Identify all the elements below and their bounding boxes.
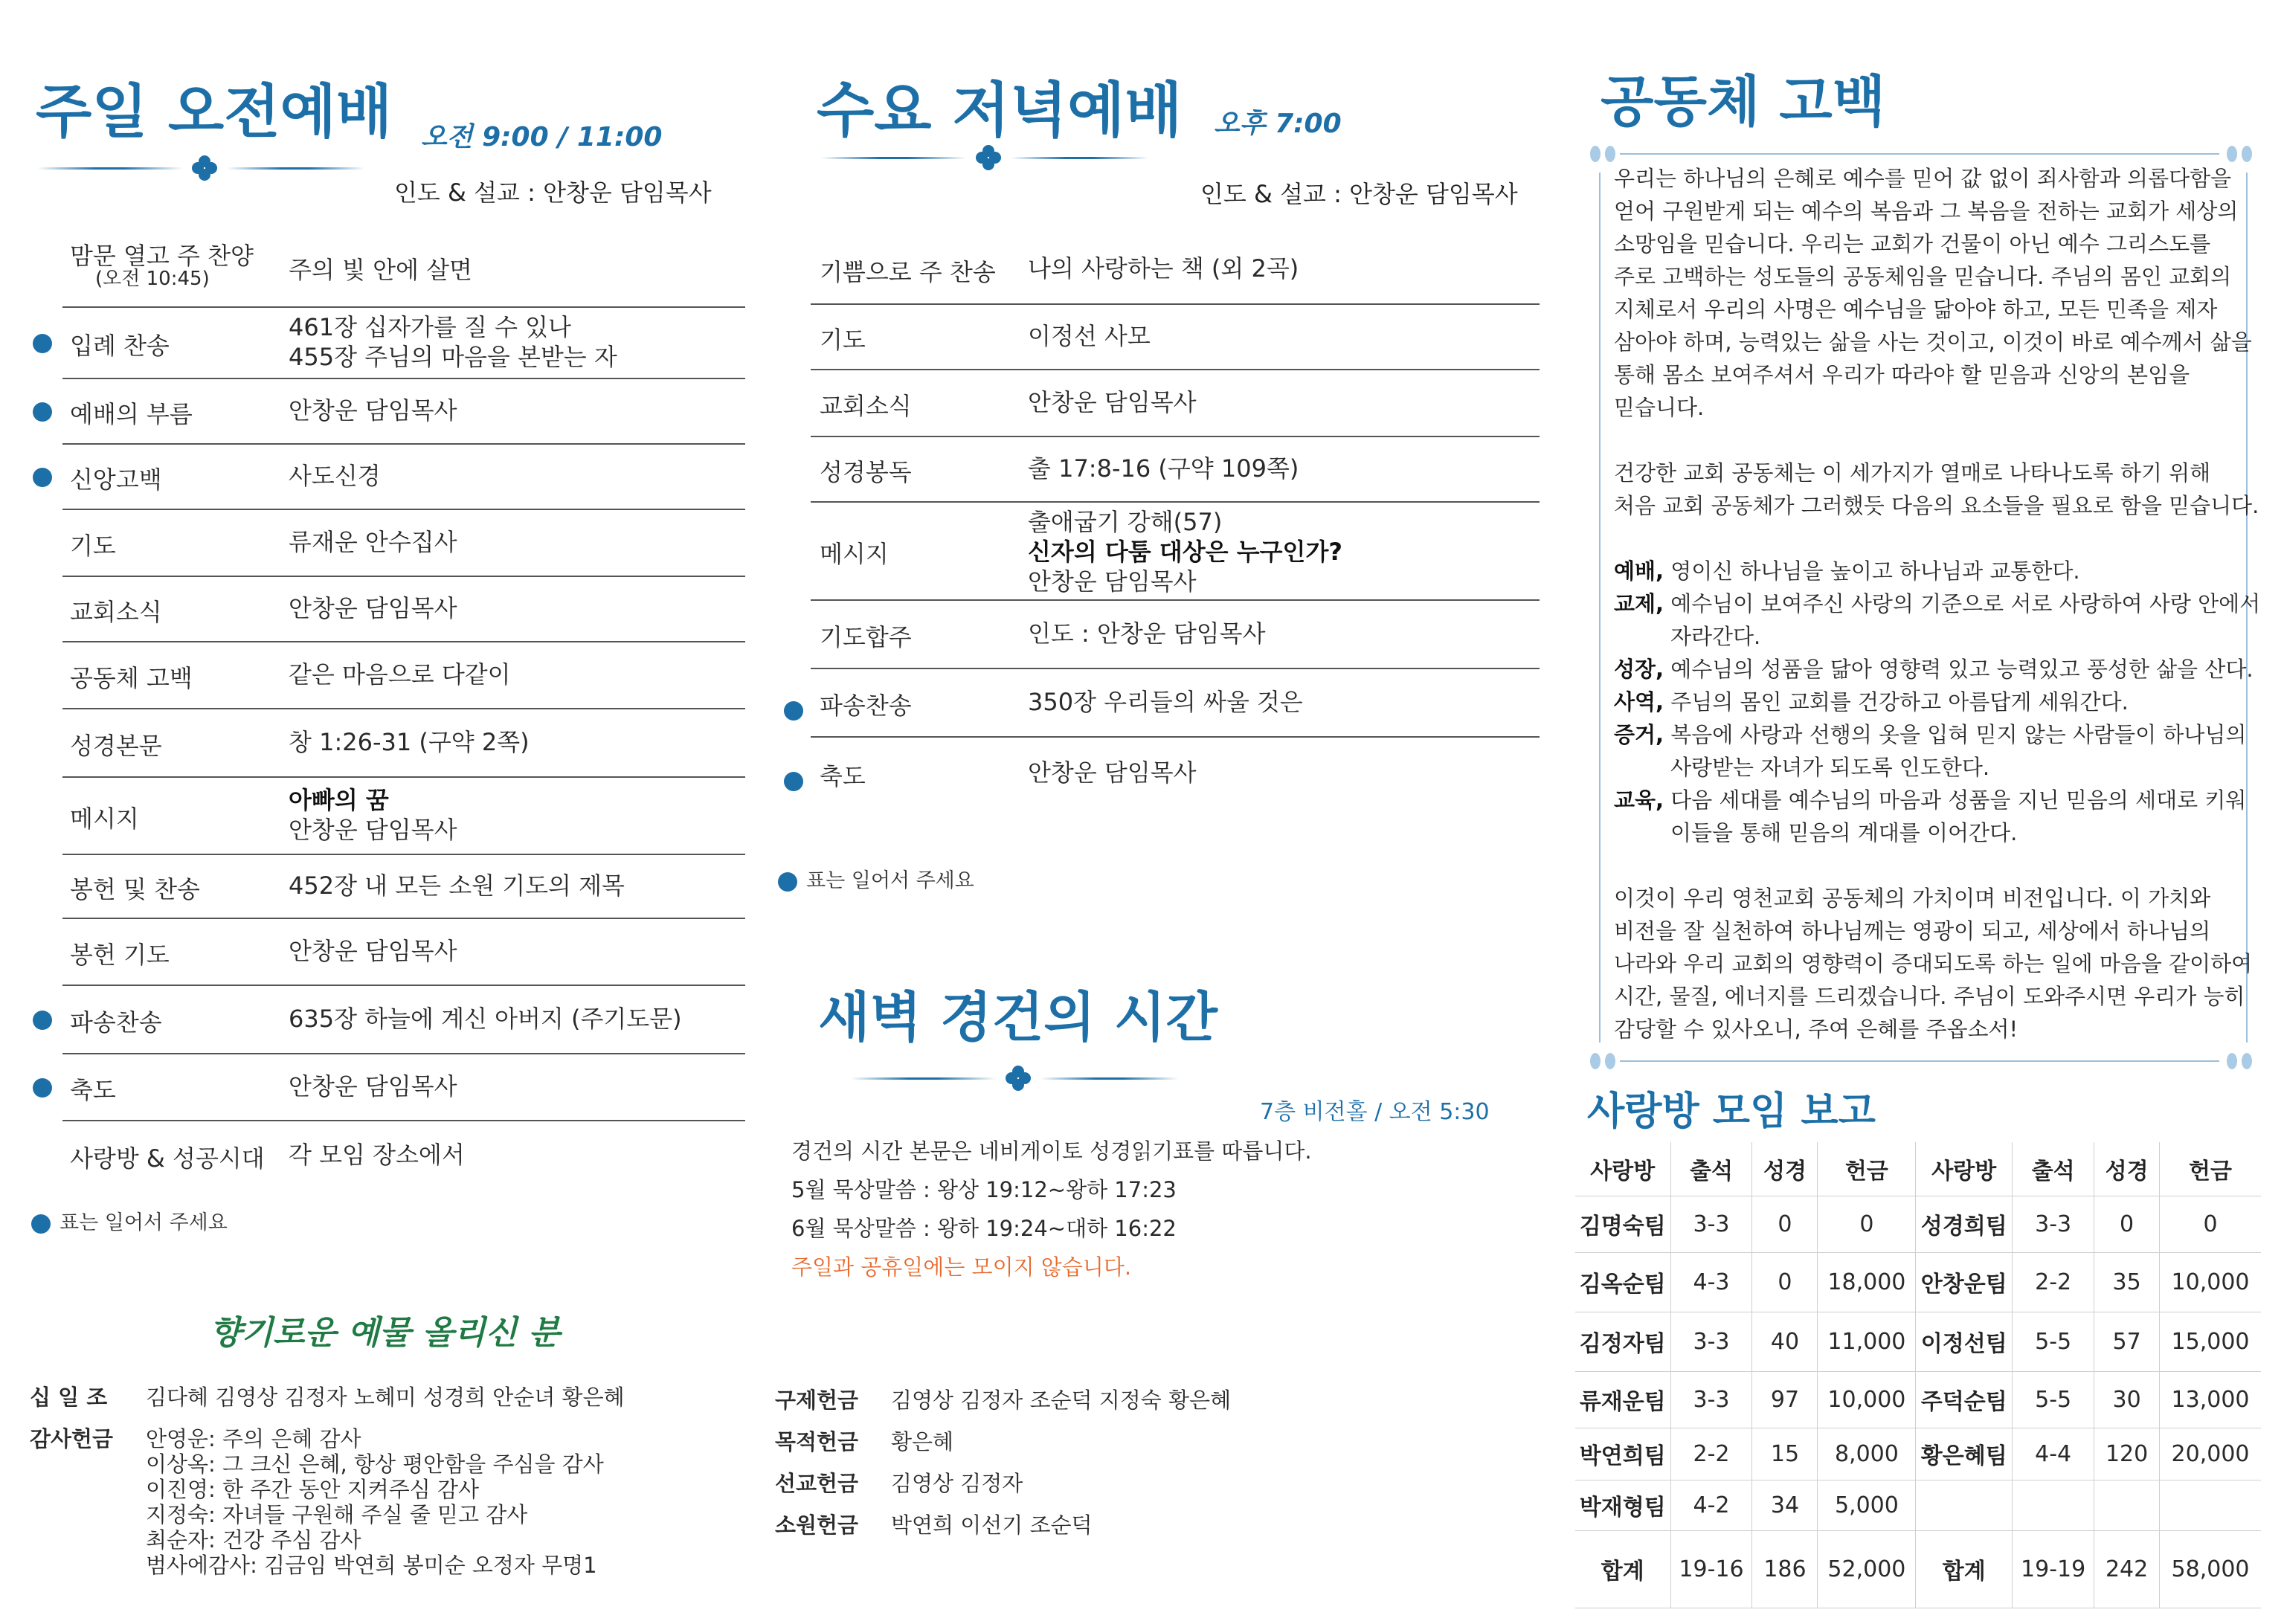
order-row [62,235,745,308]
report-cell: 52,000 [1818,1530,1916,1608]
bullet-icon [33,468,52,487]
order-label: 메시지 [820,540,889,568]
order-label: 기도 [820,326,866,354]
offering-right [775,1388,1519,1566]
report-title: 사랑방 모임 보고 [1587,1089,1876,1134]
confession-item-key: 교제, [1614,591,1664,616]
confession-line: 주로 고백하는 성도들의 공동체임을 믿습니다. 주님의 몸인 교회의 [1614,264,2232,289]
frame-beads [1590,1053,1615,1069]
report-header-cell: 사랑방 [1575,1142,1670,1196]
confession-item [1614,686,2261,718]
report-cell: 2-2 [1670,1428,1752,1480]
confession-item-key: 사역, [1614,689,1664,715]
wednesday-leader: 인도 & 설교 : 안창운 담임목사 [1200,180,1518,208]
spacer [1614,424,2261,457]
report-header-cell: 헌금 [2160,1142,2261,1196]
offering-relief-names: 김영상 김정자 조순덕 지정숙 황은혜 [891,1388,1232,1413]
report-cell: 0 [1752,1252,1818,1312]
report-cell: 4-4 [2013,1428,2094,1480]
dawn-title: 새벽 경건의 시간 [818,986,1217,1048]
clover-icon [1003,1063,1033,1093]
report-header-cell: 성경 [1752,1142,1818,1196]
report-group-name: 김옥순팀 [1575,1252,1670,1312]
order-value: 635장 하늘에 계신 아버지 (주기도문) [289,1005,682,1033]
order-value: 안창운 담임목사 [289,1072,457,1101]
dawn-divider [851,1063,1178,1093]
sunday-divider [37,153,364,183]
report-header-cell: 성경 [2094,1142,2160,1196]
order-value: 안창운 담임목사 [1028,388,1197,416]
confession-item-cont: 자라간다. [1670,624,1761,649]
bullet-icon [33,1011,52,1030]
bullet-icon [778,872,797,892]
report-header-cell: 헌금 [1818,1142,1916,1196]
order-label: 예배의 부름 [70,400,193,428]
order-row [62,919,745,986]
confession-body [1614,162,2261,1045]
sunday-leader: 인도 & 설교 : 안창운 담임목사 [394,178,712,207]
report-cell: 3-3 [1670,1196,1752,1252]
report-row [1575,1480,2261,1530]
confession-line: 시간, 물질, 에너지를 드리겠습니다. 주님이 도와주시면 우리가 능히 [1614,984,2245,1009]
report-group-name: 황은혜팀 [1916,1428,2013,1480]
report-cell: 11,000 [1818,1312,1916,1371]
report-cell: 15 [1752,1428,1818,1480]
order-value: 452장 내 모든 소원 기도의 제목 [289,871,625,900]
confession-line: 우리는 하나님의 은혜로 예수를 믿어 값 없이 죄사함과 의롭다함을 [1614,166,2232,191]
report-cell: 0 [1818,1196,1916,1252]
dawn-line: 6월 묵상말씀 : 왕하 19:24~대하 16:22 [791,1216,1177,1241]
report-cell: 5-5 [2013,1371,2094,1428]
report-cell: 120 [2094,1428,2160,1480]
order-row [62,1121,745,1191]
offering-key-tithe: 십 일 조 [30,1385,108,1410]
confession-line: 얻어 구원받게 되는 예수의 복음과 그 복음을 전하는 교회가 세상의 [1614,199,2239,224]
frame-bottom-line [1620,1060,2219,1062]
order-value-line: 안창운 담임목사 [1028,567,1197,596]
confession-line: 소망임을 믿습니다. 우리는 교회가 건물이 아닌 예수 그리스도를 [1614,231,2211,257]
order-value-line: 아빠의 꿈 [289,786,389,814]
report-row [1575,1530,2261,1608]
order-row [811,601,1540,669]
clover-icon [190,153,219,183]
report-cell: 2-2 [2013,1252,2094,1312]
report-table [1575,1142,2261,1608]
order-label: 파송찬송 [70,1008,162,1037]
order-row [811,370,1540,437]
offering-wish-names: 박연희 이선기 조순덕 [891,1512,1093,1538]
confession-item-key: 교육, [1614,787,1664,813]
confession-line: 처음 교회 공동체가 그러했듯 다음의 요소들을 필요로 함을 믿습니다. [1614,493,2259,518]
order-label: 교회소식 [70,598,162,626]
report-cell: 58,000 [2160,1530,2261,1608]
report-header-cell: 사랑방 [1916,1142,2013,1196]
offering-thanks-list [146,1426,604,1578]
report-header-row [1575,1142,2261,1196]
order-value: 사도신경 [289,462,381,490]
confession-item [1614,653,2261,686]
report-cell: 5-5 [2013,1312,2094,1371]
offering-mission-names: 김영상 김정자 [891,1471,1023,1496]
report-row [1575,1252,2261,1312]
offering-thanks-line: 범사에감사: 김금임 박연희 봉미순 오정자 무명1 [146,1553,597,1578]
report-group-name: 합계 [1916,1530,2013,1608]
bullet-icon [33,402,52,422]
order-value [289,312,617,372]
order-value: 출 17:8-16 (구약 109쪽) [1028,454,1299,483]
confession-line: 감당할 수 있사오니, 주여 은혜를 주옵소서! [1614,1016,2018,1042]
confession-item-text: 주님의 몸인 교회를 건강하고 아름답게 세워간다. [1664,689,2129,715]
report-cell: 0 [2094,1196,2160,1252]
order-row [62,709,745,778]
confession-item-key: 성장, [1614,657,1664,682]
dawn-line: 5월 묵상말씀 : 왕상 19:12~왕하 17:23 [791,1177,1177,1202]
report-cell: 3-3 [1670,1312,1752,1371]
order-value: 각 모임 장소에서 [289,1141,465,1169]
order-value: 안창운 담임목사 [289,396,457,425]
sunday-legend [31,1206,228,1235]
order-label: 축도 [70,1076,116,1104]
offering-thanks-line: 최순자: 건강 주심 감사 [146,1527,361,1553]
report-cell: 20,000 [2160,1428,2261,1480]
report-cell [2013,1480,2094,1530]
wednesday-title: 수요 저녁예배 [817,76,1183,145]
confession-item [1614,555,2261,587]
wednesday-time: 오후 7:00 [1214,109,1342,139]
report-row [1575,1312,2261,1371]
report-cell: 35 [2094,1252,2160,1312]
order-row [62,510,745,577]
confession-item [1614,718,2261,751]
order-row [62,379,745,445]
report-cell: 19-19 [2013,1530,2094,1608]
bullet-icon [784,701,803,721]
offering-key-thanks: 감사헌금 [30,1426,114,1451]
order-row [811,669,1540,738]
frame-left-line [1599,173,1601,1043]
confession-item-text: 예수님의 성품을 닮아 영향력 있고 능력있고 풍성한 삶을 산다. [1664,657,2254,682]
bullet-icon [33,1078,52,1098]
order-label-sub: (오전 10:45) [95,267,210,290]
offering-thanks-line: 이진영: 한 주간 동안 지켜주심 감사 [146,1477,480,1502]
order-label: 사랑방 & 성공시대 [70,1144,265,1173]
order-label-text: 맘문 열고 주 찬양 [70,242,254,270]
frame-beads [2227,146,2252,162]
report-cell: 0 [1752,1196,1818,1252]
report-header-cell: 출석 [2013,1142,2094,1196]
confession-item-cont: 이들을 통해 믿음의 계대를 이어간다. [1670,820,2018,845]
offering-thanks-line: 이상옥: 그 크신 은혜, 항상 평안함을 주심을 감사 [146,1451,604,1477]
report-cell: 5,000 [1818,1480,1916,1530]
report-cell: 13,000 [2160,1371,2261,1428]
offering-key-wish: 소원헌금 [775,1512,859,1538]
report-cell: 19-16 [1670,1530,1752,1608]
offering-key-relief: 구제헌금 [775,1388,859,1413]
order-label: 교회소식 [820,392,912,420]
confession-line: 삼아야 하며, 능력있는 삶을 사는 것이고, 이것이 바로 예수께서 삶을 [1614,329,2252,355]
confession-line: 통해 몸소 보여주셔서 우리가 따라야 할 믿음과 신앙의 본임을 [1614,362,2190,387]
confession-line: 비전을 잘 실천하여 하나님께는 영광이 되고, 세상에서 하나님의 [1614,918,2211,944]
order-value-line: 신자의 다툼 대상은 누구인가? [1028,538,1342,566]
order-row [62,778,745,855]
offering-thanks-line: 안영운: 주의 은혜 감사 [146,1426,361,1451]
dawn-notice: 주일과 공휴일에는 모이지 않습니다. [791,1254,1132,1280]
order-row [62,308,745,379]
order-label: 기도합주 [820,623,912,651]
report-group-name: 주덕순팀 [1916,1371,2013,1428]
report-cell: 57 [2094,1312,2160,1371]
dawn-line: 경건의 시간 본문은 네비게이토 성경읽기표를 따릅니다. [791,1138,1312,1164]
confession-item-text: 다음 세대를 예수님의 마음과 성품을 지닌 믿음의 세대로 키워 [1664,787,2247,813]
report-cell: 186 [1752,1530,1818,1608]
order-label: 입례 찬송 [70,332,170,360]
order-value: 안창운 담임목사 [1028,758,1197,787]
report-group-name: 안창운팀 [1916,1252,2013,1312]
report-cell: 10,000 [2160,1252,2261,1312]
order-row [811,305,1540,370]
order-value: 같은 마음으로 다같이 [289,660,511,689]
report-cell: 242 [2094,1530,2160,1608]
order-label: 봉헌 기도 [70,941,170,969]
bullet-icon [784,772,803,791]
confession-item-key: 예배, [1614,558,1664,584]
order-value: 창 1:26-31 (구약 2쪽) [289,728,530,756]
order-row [62,855,745,919]
report-header-cell: 출석 [1670,1142,1752,1196]
wednesday-legend-text: 표는 일어서 주세요 [806,869,974,892]
report-cell [2094,1480,2160,1530]
dawn-text [791,1132,1312,1286]
bullet-icon [33,334,52,353]
report-cell: 97 [1752,1371,1818,1428]
offering-left [30,1385,773,1593]
offering-purpose-names: 황은혜 [891,1429,954,1454]
wednesday-divider [821,143,1148,173]
offering-tithe-names: 김다혜 김영상 김정자 노혜미 성경희 안순녀 황은혜 [146,1385,625,1410]
sunday-title: 주일 오전예배 [36,79,393,146]
order-label: 메시지 [70,805,139,833]
report-cell: 0 [2160,1196,2261,1252]
report-row [1575,1371,2261,1428]
order-label: 봉헌 및 찬송 [70,875,200,903]
order-value [1028,507,1342,596]
spacer [1614,849,2261,882]
offering-key-purpose: 목적헌금 [775,1429,859,1454]
spacer [1614,522,2261,555]
report-cell: 18,000 [1818,1252,1916,1312]
order-row [62,577,745,642]
order-value-line: 455장 주님의 마음을 본받는 자 [289,343,617,371]
report-group-name: 합계 [1575,1530,1670,1608]
confession-line: 나라와 우리 교회의 영향력이 증대되도록 하는 일에 마음을 같이하여 [1614,951,2253,976]
report-cell: 4-3 [1670,1252,1752,1312]
report-cell [2160,1480,2261,1530]
order-row [811,235,1540,305]
order-row [811,437,1540,503]
report-cell: 3-3 [2013,1196,2094,1252]
order-value-line: 461장 십자가를 질 수 있나 [289,313,571,341]
confession-item-text: 영이신 하나님을 높이고 하나님과 교통한다. [1664,558,2080,584]
frame-beads [1590,146,1615,162]
order-value-line: 출애굽기 강해(57) [1028,508,1223,536]
confession-line: 믿습니다. [1614,395,1705,420]
order-label: 기쁨으로 주 찬송 [820,258,996,286]
report-cell: 10,000 [1818,1371,1916,1428]
offering-thanks-line: 지정숙: 자녀들 구원해 주실 줄 믿고 감사 [146,1502,528,1527]
order-value: 안창운 담임목사 [289,937,457,965]
order-value: 인도 : 안창운 담임목사 [1028,619,1266,648]
report-cell: 8,000 [1818,1428,1916,1480]
order-row [62,986,745,1054]
order-value: 주의 빛 안에 살면 [289,256,472,284]
sunday-time: 오전 9:00 / 11:00 [421,122,663,152]
order-label: 축도 [820,762,866,790]
order-row [62,445,745,510]
order-row [811,503,1540,601]
report-group-name: 김명숙팀 [1575,1196,1670,1252]
order-value: 류재운 안수집사 [289,528,457,556]
report-cell: 34 [1752,1480,1818,1530]
order-label: 신앙고백 [70,465,162,494]
confession-item-cont: 사랑받는 자녀가 되도록 인도한다. [1670,755,1990,780]
order-value-line: 안창운 담임목사 [289,816,457,844]
report-cell: 30 [2094,1371,2160,1428]
frame-top-line [1620,153,2219,155]
confession-item [1614,587,2261,620]
wednesday-legend [778,864,974,893]
order-label: 성경본문 [70,732,162,760]
confession-line: 건강한 교회 공동체는 이 세가지가 열매로 나타나도록 하기 위해 [1614,460,2211,486]
report-group-name: 박연희팀 [1575,1428,1670,1480]
report-group-name: 박재형팀 [1575,1480,1670,1530]
report-group-name [1916,1480,2013,1530]
confession-item-text: 복음에 사랑과 선행의 옷을 입혀 믿지 않는 사람들이 하나님의 [1664,722,2247,747]
report-group-name: 류재운팀 [1575,1371,1670,1428]
confession-line: 이것이 우리 영천교회 공동체의 가치이며 비전입니다. 이 가치와 [1614,886,2211,911]
order-value: 안창운 담임목사 [289,594,457,622]
confession-item-text: 예수님이 보여주신 사랑의 기준으로 서로 사랑하여 사랑 안에서 [1664,591,2261,616]
order-row [811,738,1540,811]
order-label: 성경봉독 [820,458,912,486]
sunday-legend-text: 표는 일어서 주세요 [59,1211,228,1234]
report-row [1575,1196,2261,1252]
bullet-icon [31,1214,51,1234]
dawn-place: 7층 비전홀 / 오전 5:30 [1260,1099,1490,1125]
clover-icon [974,143,1003,173]
order-label: 공동체 고백 [70,664,193,692]
confession-item [1614,784,2261,816]
order-label [70,244,254,289]
order-value: 나의 사랑하는 책 (외 2곡) [1028,254,1299,283]
report-group-name: 이정선팀 [1916,1312,2013,1371]
report-cell: 4-2 [1670,1480,1752,1530]
order-value: 이정선 사모 [1028,322,1151,350]
report-cell: 15,000 [2160,1312,2261,1371]
frame-beads [2227,1053,2252,1069]
confession-line: 지체로서 우리의 사명은 예수님을 닮아야 하고, 모든 민족을 제자 [1614,297,2218,322]
order-label: 파송찬송 [820,692,912,720]
report-group-name: 김정자팀 [1575,1312,1670,1371]
confession-item-key: 증거, [1614,722,1664,747]
offering-key-mission: 선교헌금 [775,1471,859,1496]
report-row [1575,1428,2261,1480]
report-cell: 3-3 [1670,1371,1752,1428]
report-group-name: 성경희팀 [1916,1196,2013,1252]
order-row [62,1054,745,1121]
order-label: 기도 [70,532,116,560]
confession-title: 공동체 고백 [1601,70,1886,134]
order-row [62,642,745,709]
order-value: 350장 우리들의 싸울 것은 [1028,688,1303,716]
offering-title: 향기로운 예물 올리신 분 [210,1314,560,1352]
order-value [289,785,457,845]
report-cell: 40 [1752,1312,1818,1371]
